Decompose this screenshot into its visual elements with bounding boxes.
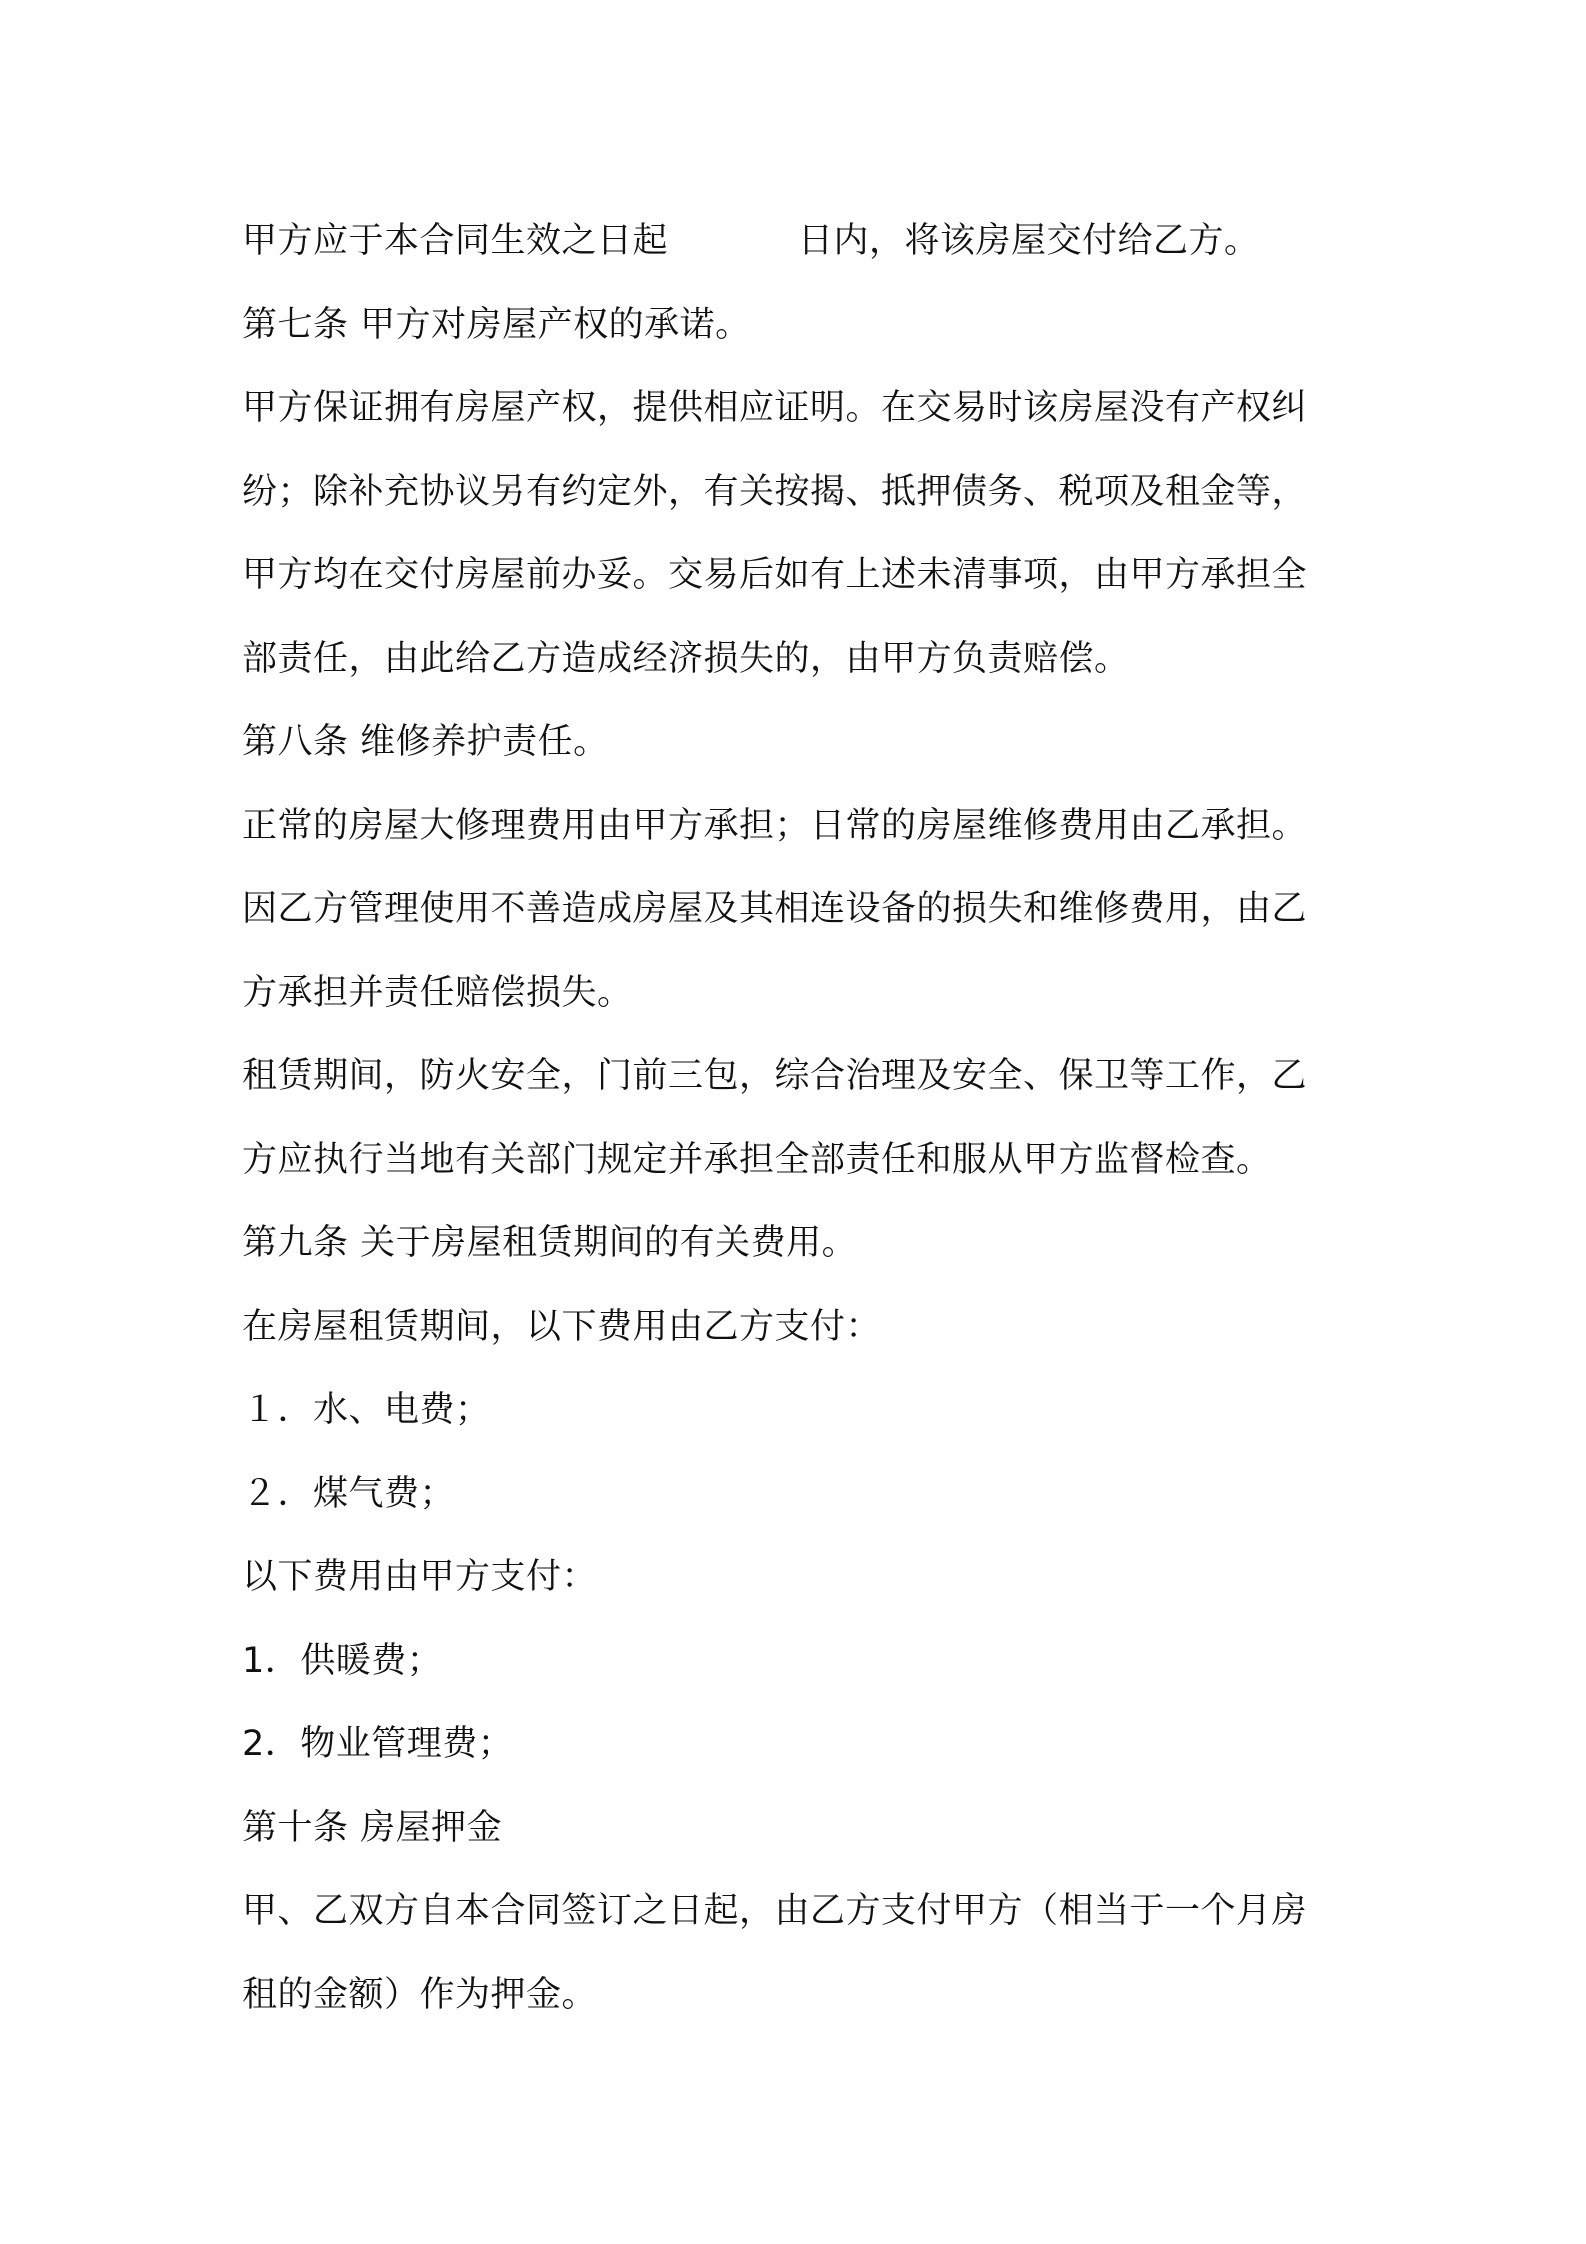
list-item: 1．供暖费； xyxy=(242,1640,443,1681)
document-body xyxy=(242,200,1362,2037)
list-item: １．水、电费； xyxy=(242,1390,491,1430)
paragraph-line: 因乙方管理使用不善造成房屋及其相连设备的损失和维修费用，由乙 xyxy=(242,889,1308,929)
paragraph-line: 租的金额）作为押金。 xyxy=(242,1974,598,2015)
paragraph-line: 甲、乙双方自本合同签订之日起，由乙方支付甲方（相当于一个月房 xyxy=(242,1891,1308,1931)
paragraph-line: 在房屋租赁期间，以下费用由乙方支付： xyxy=(242,1306,882,1347)
paragraph-line: 部责任，由此给乙方造成经济损失的，由甲方负责赔偿。 xyxy=(242,638,1130,679)
paragraph-line: 甲方均在交付房屋前办妥。交易后如有上述未清事项，由甲方承担全 xyxy=(242,555,1308,595)
paragraph-line: 租赁期间，防火安全，门前三包，综合治理及安全、保卫等工作，乙 xyxy=(242,1056,1308,1096)
article-heading: 第七条 甲方对房屋产权的承诺。 xyxy=(242,304,751,345)
paragraph-line: 正常的房屋大修理费用由甲方承担；日常的房屋维修费用由乙承担。 xyxy=(242,805,1308,846)
article-heading: 第八条 维修养护责任。 xyxy=(242,722,609,762)
list-item: 2．物业管理费； xyxy=(242,1724,514,1764)
article-heading: 第十条 房屋押金 xyxy=(242,1807,503,1848)
text-segment: 甲方应于本合同生效之日起 xyxy=(242,221,669,261)
paragraph-line: 方应执行当地有关部门规定并承担全部责任和服从甲方监督检查。 xyxy=(242,1139,1272,1180)
paragraph-line: 方承担并责任赔偿损失。 xyxy=(242,972,633,1013)
text-segment: 日内，将该房屋交付给乙方。 xyxy=(798,221,1260,261)
list-item: ２．煤气费； xyxy=(242,1473,456,1514)
paragraph-line: 以下费用由甲方支付： xyxy=(242,1557,598,1597)
paragraph-line: 甲方保证拥有房屋产权，提供相应证明。在交易时该房屋没有产权纠 xyxy=(242,388,1308,428)
paragraph-line xyxy=(242,200,1362,284)
paragraph-line: 纷；除补充协议另有约定外，有关按揭、抵押债务、税项及租金等， xyxy=(242,471,1308,512)
article-heading: 第九条 关于房屋租赁期间的有关费用。 xyxy=(242,1223,858,1263)
